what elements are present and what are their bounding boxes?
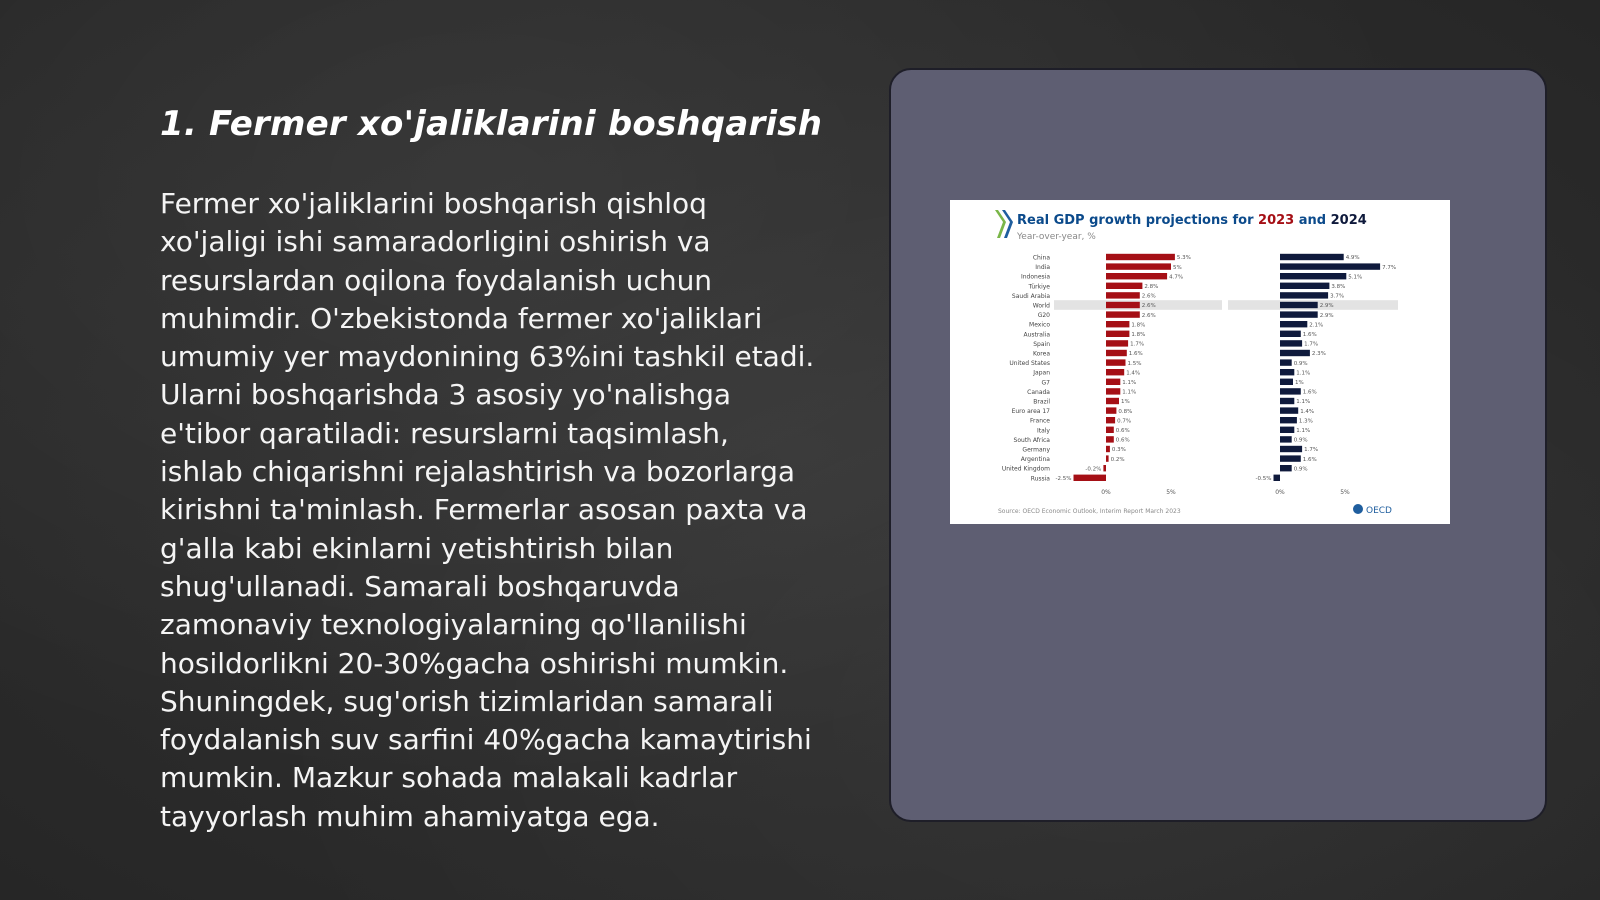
bar-2023 bbox=[1106, 388, 1120, 394]
chart-title-part: and bbox=[1294, 213, 1331, 228]
bar-2023 bbox=[1106, 379, 1120, 385]
bar-2024 bbox=[1280, 379, 1293, 385]
bar-value-label: 0.9% bbox=[1293, 437, 1308, 444]
bar-2024 bbox=[1280, 350, 1310, 356]
gdp-chart-card bbox=[950, 200, 1450, 524]
bar-2023 bbox=[1106, 407, 1116, 413]
bar-2023 bbox=[1103, 465, 1106, 471]
bar-value-label: 1.6% bbox=[1128, 351, 1143, 358]
bar-2024 bbox=[1280, 465, 1292, 471]
category-label: South Africa bbox=[1013, 436, 1050, 444]
bar-value-label: 0.9% bbox=[1293, 360, 1308, 367]
bar-2023 bbox=[1106, 321, 1129, 327]
x-tick-label: 5% bbox=[1166, 488, 1176, 496]
category-label: G20 bbox=[1037, 312, 1050, 320]
bar-value-label: 1.8% bbox=[1131, 322, 1146, 329]
bar-value-label: 2.3% bbox=[1311, 351, 1326, 358]
category-label: China bbox=[1032, 254, 1050, 262]
bar-value-label: 1.7% bbox=[1304, 447, 1319, 454]
bar-2023 bbox=[1106, 398, 1119, 404]
bar-2023 bbox=[1106, 455, 1109, 461]
bar-value-label: 3.8% bbox=[1331, 284, 1346, 290]
bar-2024 bbox=[1280, 388, 1301, 394]
bar-value-label: 0.6% bbox=[1115, 428, 1130, 434]
bar-2024 bbox=[1280, 446, 1302, 452]
bar-2023 bbox=[1074, 475, 1107, 481]
chart-title-part: Real GDP growth projections for bbox=[1017, 213, 1259, 228]
category-label: Türkiye bbox=[1028, 283, 1050, 291]
slide-body-text: Fermer xo'jaliklarini boshqarish qishloq xo'jaligi ishi samaradorligini oshirish va resurslardan oqilona foydalanish uchun muhimdir. O'zbekistonda fermer xo'jaliklari umumiy yer maydonining 63%ini tashkil etadi. Ularni boshqarishda 3 asosiy yo'nalishga e'tibor qaratiladi: resurslarni taqsimlash, ishlab chiqarishni rejalashtirish va bozorlarga kirishni ta'minlash. Fermerlar asosan paxta va g'alla kabi ekinlarni yetishtirish bilan shug'ullanadi. Samarali boshqaruvda zamonaviy texnologiyalarning qo'llanilishi hosildorlikni 20-30%gacha oshirishi mumkin. Shuningdek, sug'orish tizimlaridan samarali foydalanish suv sarfini 40%gacha kamaytirishi mumkin. Mazkur sohada malakali kadrlar tayyorlash muhim ahamiyatga ega. bbox=[160, 187, 815, 833]
bar-2023 bbox=[1106, 263, 1171, 269]
bar-2024 bbox=[1280, 311, 1318, 317]
bar-value-label: 1.6% bbox=[1302, 332, 1317, 338]
bar-2023 bbox=[1106, 254, 1175, 260]
bar-value-label: 1.1% bbox=[1296, 428, 1311, 434]
bar-value-label: 1.1% bbox=[1296, 399, 1311, 406]
category-label: Russia bbox=[1030, 475, 1050, 483]
bar-value-label: 0.6% bbox=[1115, 437, 1130, 444]
bar-value-label: 0.7% bbox=[1117, 418, 1132, 425]
bar-2024 bbox=[1280, 436, 1292, 442]
category-label: Canada bbox=[1027, 388, 1050, 396]
globe-icon bbox=[1353, 504, 1363, 514]
bar-2024 bbox=[1280, 302, 1318, 308]
bar-value-label: 5% bbox=[1173, 264, 1182, 271]
bar-2024 bbox=[1280, 263, 1380, 269]
category-label: Japan bbox=[1033, 369, 1050, 377]
bar-value-label: 3.7% bbox=[1330, 293, 1345, 300]
bar-value-label: -2.5% bbox=[1055, 476, 1072, 482]
bar-2024 bbox=[1280, 331, 1301, 337]
category-label: Italy bbox=[1036, 427, 1050, 435]
slide-title: 1. Fermer xo'jaliklarini boshqarish bbox=[160, 104, 823, 144]
bar-value-label: 1% bbox=[1121, 399, 1130, 406]
bar-value-label: 2.9% bbox=[1319, 312, 1334, 319]
bar-value-label: 4.7% bbox=[1169, 274, 1184, 281]
bar-value-label: 1.1% bbox=[1122, 380, 1137, 386]
bar-2024 bbox=[1274, 475, 1281, 481]
bar-value-label: 0.3% bbox=[1111, 447, 1126, 454]
bar-value-label: 1.6% bbox=[1302, 389, 1317, 396]
bar-2023 bbox=[1106, 427, 1114, 433]
chart-subtitle: Year-over-year, % bbox=[1017, 232, 1096, 242]
category-label: Australia bbox=[1023, 331, 1050, 339]
bar-value-label: 1.6% bbox=[1302, 456, 1317, 463]
bar-2024 bbox=[1280, 398, 1294, 404]
category-label: Brazil bbox=[1033, 398, 1050, 406]
bar-value-label: 0.8% bbox=[1118, 408, 1133, 415]
bar-2023 bbox=[1106, 283, 1142, 289]
bar-2023 bbox=[1106, 292, 1140, 298]
bar-2024 bbox=[1280, 292, 1328, 298]
bar-value-label: 5.3% bbox=[1176, 255, 1191, 262]
bar-2023 bbox=[1106, 369, 1124, 375]
category-label: World bbox=[1032, 302, 1050, 310]
bar-value-label: 2.1% bbox=[1309, 322, 1324, 329]
bar-value-label: -0.5% bbox=[1255, 476, 1272, 482]
oecd-logo-text: OECD bbox=[1366, 506, 1392, 516]
bar-value-label: -0.2% bbox=[1085, 466, 1102, 473]
category-label: Saudi Arabia bbox=[1011, 292, 1050, 300]
bar-value-label: 1.4% bbox=[1300, 408, 1315, 415]
bar-value-label: 1.7% bbox=[1130, 341, 1145, 348]
oecd-logo bbox=[1353, 504, 1392, 516]
chart-source: Source: OECD Economic Outlook, Interim Report March 2023 bbox=[998, 508, 1181, 515]
bar-value-label: 2.6% bbox=[1141, 312, 1156, 319]
category-label: India bbox=[1035, 264, 1050, 272]
bar-2023 bbox=[1106, 340, 1128, 346]
oecd-chevron-logo-icon bbox=[995, 210, 1013, 238]
gdp-bar-chart bbox=[950, 200, 1450, 524]
bar-value-label: 1.7% bbox=[1304, 341, 1319, 348]
bar-2023 bbox=[1106, 331, 1129, 337]
bar-value-label: 4.9% bbox=[1345, 255, 1360, 262]
bar-2024 bbox=[1280, 369, 1294, 375]
bar-value-label: 1.5% bbox=[1127, 360, 1142, 367]
bar-value-label: 1.8% bbox=[1131, 332, 1146, 338]
bar-2023 bbox=[1106, 311, 1140, 317]
category-label: United Kingdom bbox=[1001, 465, 1050, 473]
category-label: United States bbox=[1009, 360, 1050, 368]
bar-2024 bbox=[1280, 427, 1294, 433]
bar-2024 bbox=[1280, 417, 1297, 423]
bar-value-label: 1% bbox=[1295, 380, 1304, 386]
bar-2024 bbox=[1280, 359, 1292, 365]
bar-value-label: 2.6% bbox=[1141, 303, 1156, 310]
bar-2023 bbox=[1106, 302, 1140, 308]
bar-value-label: 2.9% bbox=[1319, 303, 1334, 310]
bar-2024 bbox=[1280, 321, 1307, 327]
bar-2024 bbox=[1280, 254, 1344, 260]
bar-2024 bbox=[1280, 407, 1298, 413]
bar-2023 bbox=[1106, 446, 1110, 452]
category-label: Korea bbox=[1032, 350, 1050, 358]
category-label: Mexico bbox=[1029, 321, 1050, 329]
bar-value-label: 0.2% bbox=[1110, 456, 1125, 463]
bar-2024 bbox=[1280, 273, 1346, 279]
bar-value-label: 1.1% bbox=[1296, 370, 1311, 377]
x-tick-label: 5% bbox=[1340, 488, 1350, 496]
category-label: Indonesia bbox=[1020, 273, 1050, 281]
bar-value-label: 1.3% bbox=[1298, 418, 1313, 425]
bar-2023 bbox=[1106, 350, 1127, 356]
bar-2023 bbox=[1106, 273, 1167, 279]
chart-title-part: 2024 bbox=[1330, 213, 1367, 228]
bar-value-label: 7.7% bbox=[1382, 264, 1397, 271]
category-label: Argentina bbox=[1020, 456, 1050, 464]
bar-2023 bbox=[1106, 436, 1114, 442]
chart-title bbox=[1017, 213, 1367, 228]
x-tick-label: 0% bbox=[1275, 488, 1285, 496]
bar-2024 bbox=[1280, 455, 1301, 461]
category-label: Euro area 17 bbox=[1011, 408, 1050, 416]
chart-title-part: 2023 bbox=[1258, 213, 1295, 228]
category-label: France bbox=[1030, 417, 1050, 425]
category-label: Spain bbox=[1033, 340, 1050, 348]
category-label: G7 bbox=[1041, 379, 1050, 387]
bar-2024 bbox=[1280, 283, 1329, 289]
bar-value-label: 2.8% bbox=[1144, 284, 1159, 290]
x-tick-label: 0% bbox=[1101, 488, 1111, 496]
bar-2024 bbox=[1280, 340, 1302, 346]
bar-value-label: 0.9% bbox=[1293, 466, 1308, 473]
bar-2023 bbox=[1106, 417, 1115, 423]
bar-value-label: 1.4% bbox=[1126, 370, 1141, 377]
bar-value-label: 1.1% bbox=[1122, 389, 1137, 396]
bar-2023 bbox=[1106, 359, 1126, 365]
category-label: Germany bbox=[1022, 446, 1050, 454]
bar-value-label: 2.6% bbox=[1141, 293, 1156, 300]
bar-value-label: 5.1% bbox=[1348, 274, 1363, 281]
